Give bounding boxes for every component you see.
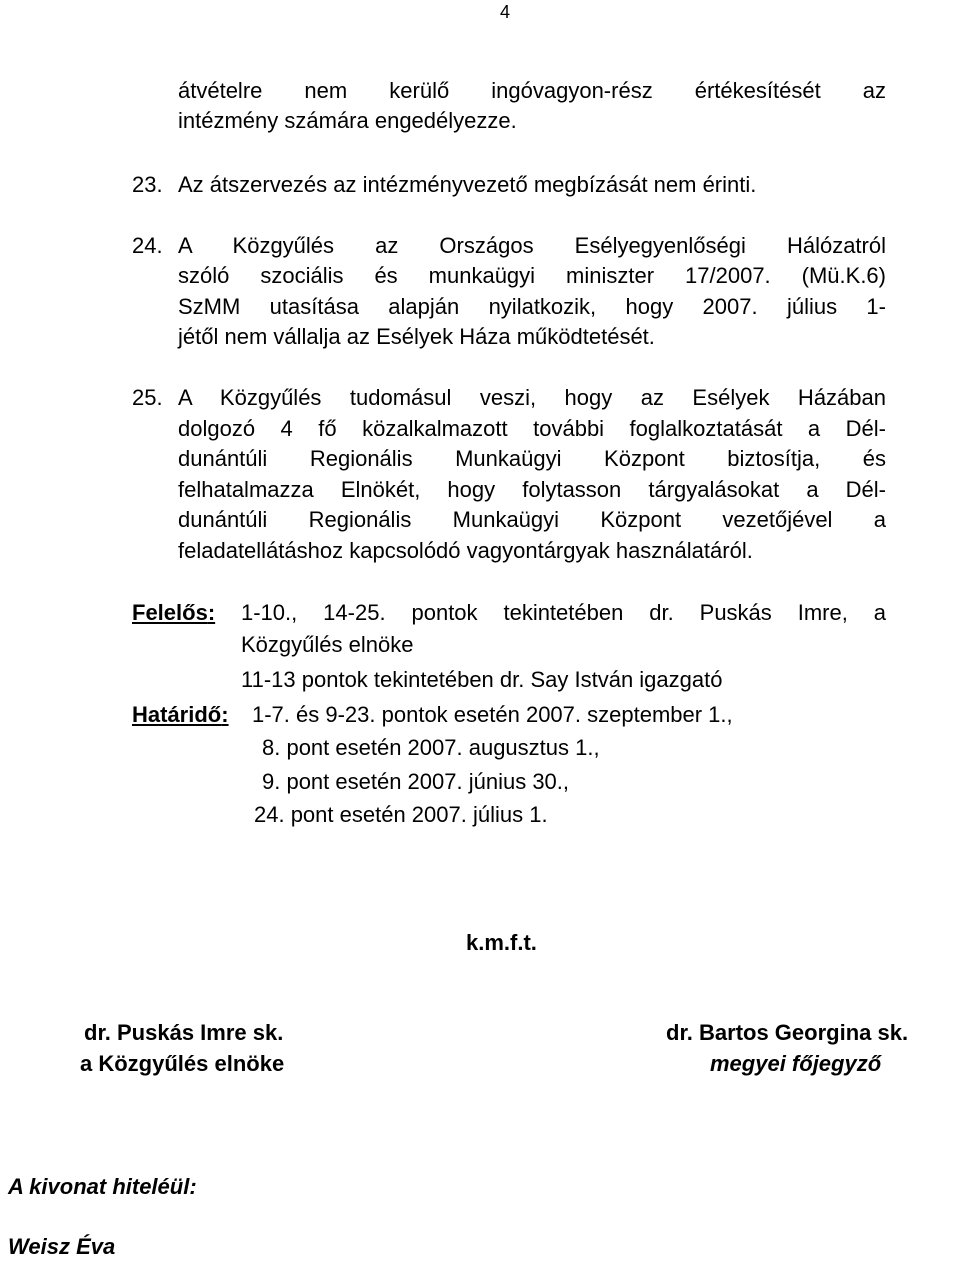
item-text: A Közgyűlés az Országos Esélyegyenlőségi Hálózatról — [178, 233, 886, 258]
deadline-line: 9. pont esetén 2007. június 30., — [262, 769, 570, 794]
item-number: 24. — [132, 233, 163, 258]
deadline-label-row — [132, 700, 229, 730]
responsible-label-row — [132, 598, 215, 628]
certification-name: Weisz Éva — [8, 1234, 116, 1259]
item-number: 23. — [132, 172, 163, 197]
deadline-line: 24. pont esetén 2007. július 1. — [254, 802, 548, 827]
item-text: dunántúli Regionális Munkaügyi Központ biztosítja, és — [178, 446, 886, 471]
paragraph-line: átvételre nem kerülő ingóvagyon-rész értékesítését az — [178, 78, 886, 103]
responsible-line: Közgyűlés elnöke — [241, 632, 414, 657]
item-text: szóló szociális és munkaügyi miniszter 17/2007. (Mü.K.6) — [178, 263, 886, 288]
deadline-line: 8. pont esetén 2007. augusztus 1., — [262, 735, 600, 760]
item-text: felhatalmazza Elnökét, hogy folytasson tárgyalásokat a Dél- — [178, 477, 886, 502]
deadline-colon: : — [221, 702, 229, 727]
page-number: 4 — [500, 2, 511, 22]
responsible-line: 1-10., 14-25. pontok tekintetében dr. Puskás Imre, a — [241, 600, 886, 625]
responsible-line: 11-13 pontok tekintetében dr. Say István igazgató — [241, 667, 723, 692]
item-text: dunántúli Regionális Munkaügyi Központ vezetőjével a — [178, 507, 886, 532]
signature-left-name: dr. Puskás Imre sk. — [84, 1020, 284, 1045]
certification-label: A kivonat hiteléül: — [8, 1174, 197, 1199]
signature-left-title: a Közgyűlés elnöke — [80, 1051, 285, 1076]
signature-right-title: megyei főjegyző — [710, 1051, 882, 1076]
item-text: dolgozó 4 fő közalkalmazott további foglalkoztatását a Dél- — [178, 416, 886, 441]
kmft: k.m.f.t. — [466, 930, 537, 955]
item-text: SzMM utasítása alapján nyilatkozik, hogy 2007. július 1- — [178, 294, 886, 319]
item-text: jétől nem vállalja az Esélyek Háza működtetését. — [178, 324, 655, 349]
deadline-label: Határidő — [132, 702, 222, 727]
responsible-colon: : — [207, 600, 216, 625]
item-text: A Közgyűlés tudomásul veszi, hogy az Esélyek Házában — [178, 385, 886, 410]
paragraph-line: intézmény számára engedélyezze. — [178, 108, 517, 133]
deadline-line: 1-7. és 9-23. pontok esetén 2007. szeptember 1., — [252, 702, 733, 727]
item-number: 25. — [132, 385, 163, 410]
item-text: feladatellátáshoz kapcsolódó vagyontárgyak használatáról. — [178, 538, 753, 563]
signature-right-name: dr. Bartos Georgina sk. — [666, 1020, 909, 1045]
responsible-label: Felelős — [132, 600, 208, 625]
item-text: Az átszervezés az intézményvezető megbízását nem érinti. — [178, 172, 757, 197]
